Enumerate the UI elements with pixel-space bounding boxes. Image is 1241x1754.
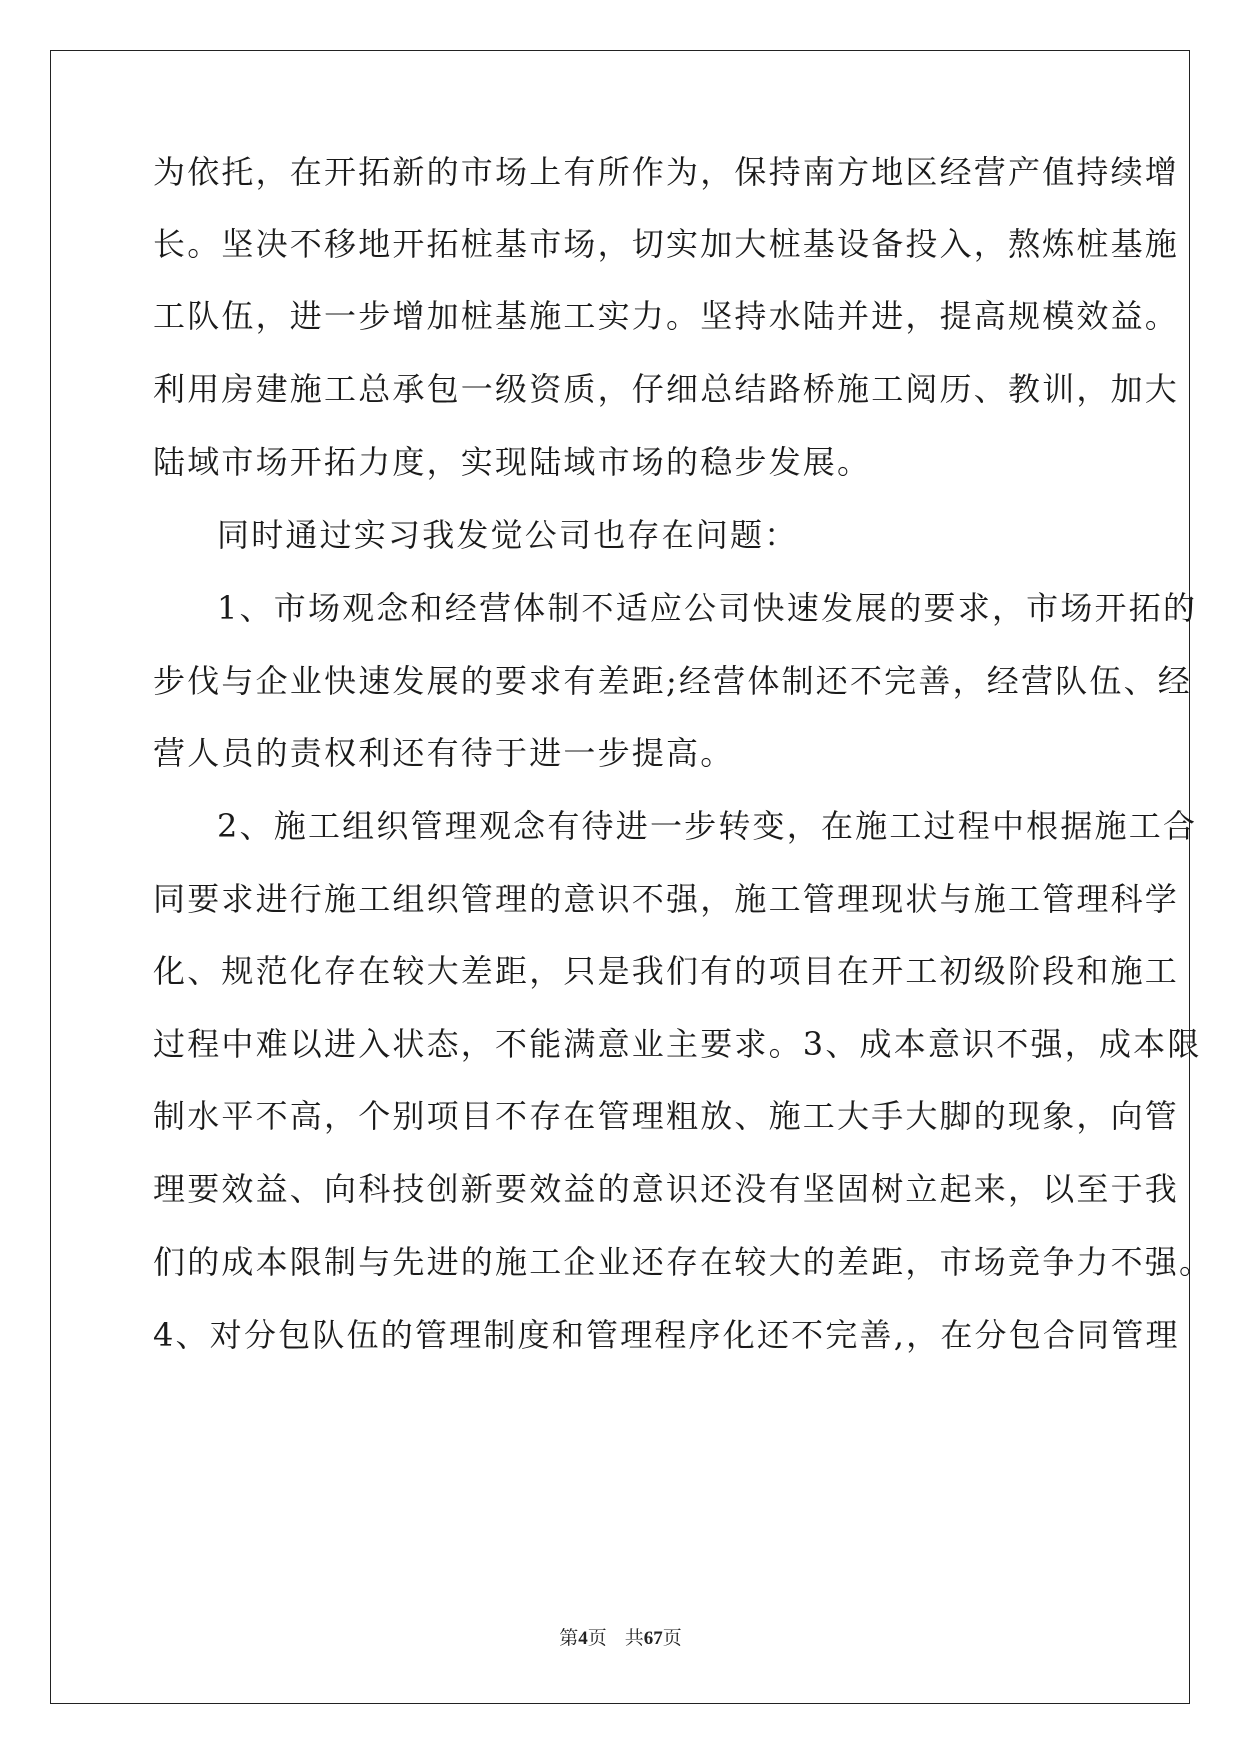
text-line: 制水平不高，个别项目不存在管理粗放、施工大手大脚的现象，向管 [153, 1097, 1180, 1135]
text-line: 长。坚决不移地开拓桩基市场，切实加大桩基设备投入，熬炼桩基施 [153, 225, 1180, 263]
text-line: 4、对分包队伍的管理制度和管理程序化还不完善,，在分包合同管理 [153, 1316, 1180, 1354]
total-prefix: 共 [624, 1628, 644, 1649]
total-suffix: 页 [662, 1628, 682, 1649]
total-pages: 67 [643, 1628, 663, 1649]
text-line: 1、市场观念和经营体制不适应公司快速发展的要求，市场开拓的 [217, 589, 1198, 627]
text-line: 工队伍，进一步增加桩基施工实力。坚持水陆并进，提高规模效益。 [153, 297, 1180, 335]
text-line: 过程中难以进入状态，不能满意业主要求。3、成本意识不强，成本限 [153, 1025, 1202, 1063]
text-line: 营人员的责权利还有待于进一步提高。 [153, 734, 735, 772]
text-line: 利用房建施工总承包一级资质，仔细总结路桥施工阅历、教训，加大 [153, 370, 1180, 408]
page-suffix: 页 [587, 1628, 607, 1649]
text-line: 化、规范化存在较大差距，只是我们有的项目在开工初级阶段和施工 [153, 952, 1180, 990]
page-number: 4 [578, 1628, 588, 1649]
text-line: 们的成本限制与先进的施工企业还存在较大的差距，市场竞争力不强。 [153, 1243, 1214, 1281]
text-line: 同要求进行施工组织管理的意识不强，施工管理现状与施工管理科学 [153, 880, 1180, 918]
text-line: 陆域市场开拓力度，实现陆域市场的稳步发展。 [153, 443, 872, 481]
text-line: 步伐与企业快速发展的要求有差距;经营体制还不完善，经营队伍、经 [153, 662, 1192, 700]
page-footer [0, 1623, 1241, 1650]
page-prefix: 第 [559, 1628, 579, 1649]
text-line: 同时通过实习我发觉公司也存在问题： [217, 516, 799, 554]
text-line: 2、施工组织管理观念有待进一步转变，在施工过程中根据施工合 [217, 807, 1198, 845]
text-line: 理要效益、向科技创新要效益的意识还没有坚固树立起来，以至于我 [153, 1170, 1180, 1208]
text-line: 为依托，在开拓新的市场上有所作为，保持南方地区经营产值持续增 [153, 153, 1180, 191]
